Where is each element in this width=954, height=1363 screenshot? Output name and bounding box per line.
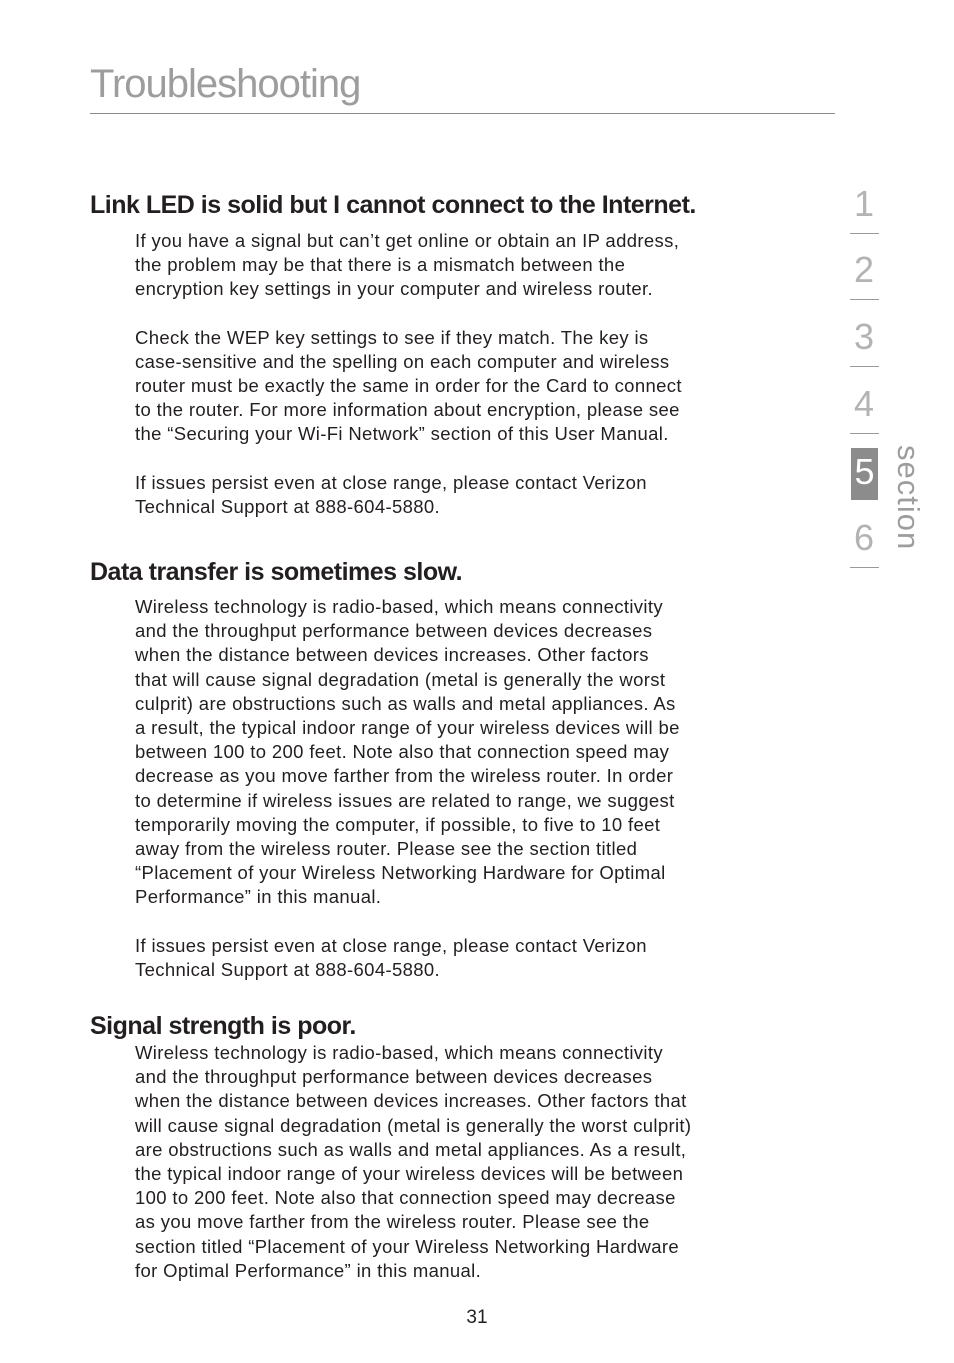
section-tab-5-active[interactable] [848,446,880,506]
section-tab-6[interactable] [848,514,880,574]
section-tab-2[interactable] [848,246,880,306]
section-divider [850,233,879,234]
section-divider [850,366,879,367]
section-divider [850,433,879,434]
troubleshooting-topic-signal-strength [90,1011,810,1283]
section-number: 1 [853,183,875,224]
section-number: 5 [851,448,878,500]
topic-heading: Signal strength is poor. [90,1012,356,1040]
section-number: 4 [853,383,875,424]
section-label: section [891,445,926,551]
topic-heading: Link LED is solid but I cannot connect to the Internet. [90,191,696,219]
page-title: Troubleshooting [90,62,361,106]
section-tab-3[interactable] [848,313,880,373]
topic-heading: Data transfer is sometimes slow. [90,558,463,586]
section-number: 6 [853,517,875,558]
section-number: 2 [853,249,875,290]
troubleshooting-topic-slow-transfer [90,557,810,982]
troubleshooting-topic-link-led [90,190,810,519]
topic-paragraph: Check the WEP key settings to see if they match. The key is case-sensitive and the spelling on each computer and wireless router must be exactly the same in order for the Card to connect to the router. For more information about encryption, please see the “Securing your Wi-Fi Network” section of this User Manual. [135,326,682,445]
topic-paragraph: If issues persist even at close range, please contact Verizon Technical Support at 888-604-5880. [135,934,647,980]
page-header [90,58,835,114]
section-divider [850,567,879,568]
topic-paragraph: If issues persist even at close range, please contact Verizon Technical Support at 888-604-5880. [135,471,647,517]
section-number: 3 [853,316,875,357]
section-tab-1[interactable] [848,180,880,240]
topic-paragraph: Wireless technology is radio-based, which means connectivity and the throughput performance between devices decreases when the distance between devices increases. Other factors that will cause signal degradation (metal is generally the worst culprit) are obstructions such as walls and metal appliances. As a result, the typical indoor range of your wireless devices will be between 100 to 200 feet. Note also that connection speed may decrease as you move farther from the wireless router. Please see the section titled “Placement of your Wireless Networking Hardware for Optimal Performance” in this manual. [135,1042,692,1281]
page-number: 31 [466,1307,488,1328]
topic-paragraph: Wireless technology is radio-based, which means connectivity and the throughput performance between devices decreases when the distance between devices increases. Other factors that will cause signal degradation (metal is generally the worst culprit) are obstructions such as walls and metal appliances. As a result, the typical indoor range of your wireless devices will be between 100 to 200 feet. Note also that connection speed may decrease as you move farther from the wireless router. In order to determine if wireless issues are related to range, we suggest temporarily moving the computer, if possible, to five to 10 feet away from the wireless router. Please see the section titled “Placement of your Wireless Networking Hardware for Optimal Performance” in this manual. [135,596,680,908]
section-tab-4[interactable] [848,380,880,440]
section-divider [850,299,879,300]
topic-paragraph: If you have a signal but can’t get online or obtain an IP address, the problem may be that there is a mismatch between the encryption key settings in your computer and wireless router. [135,230,680,300]
